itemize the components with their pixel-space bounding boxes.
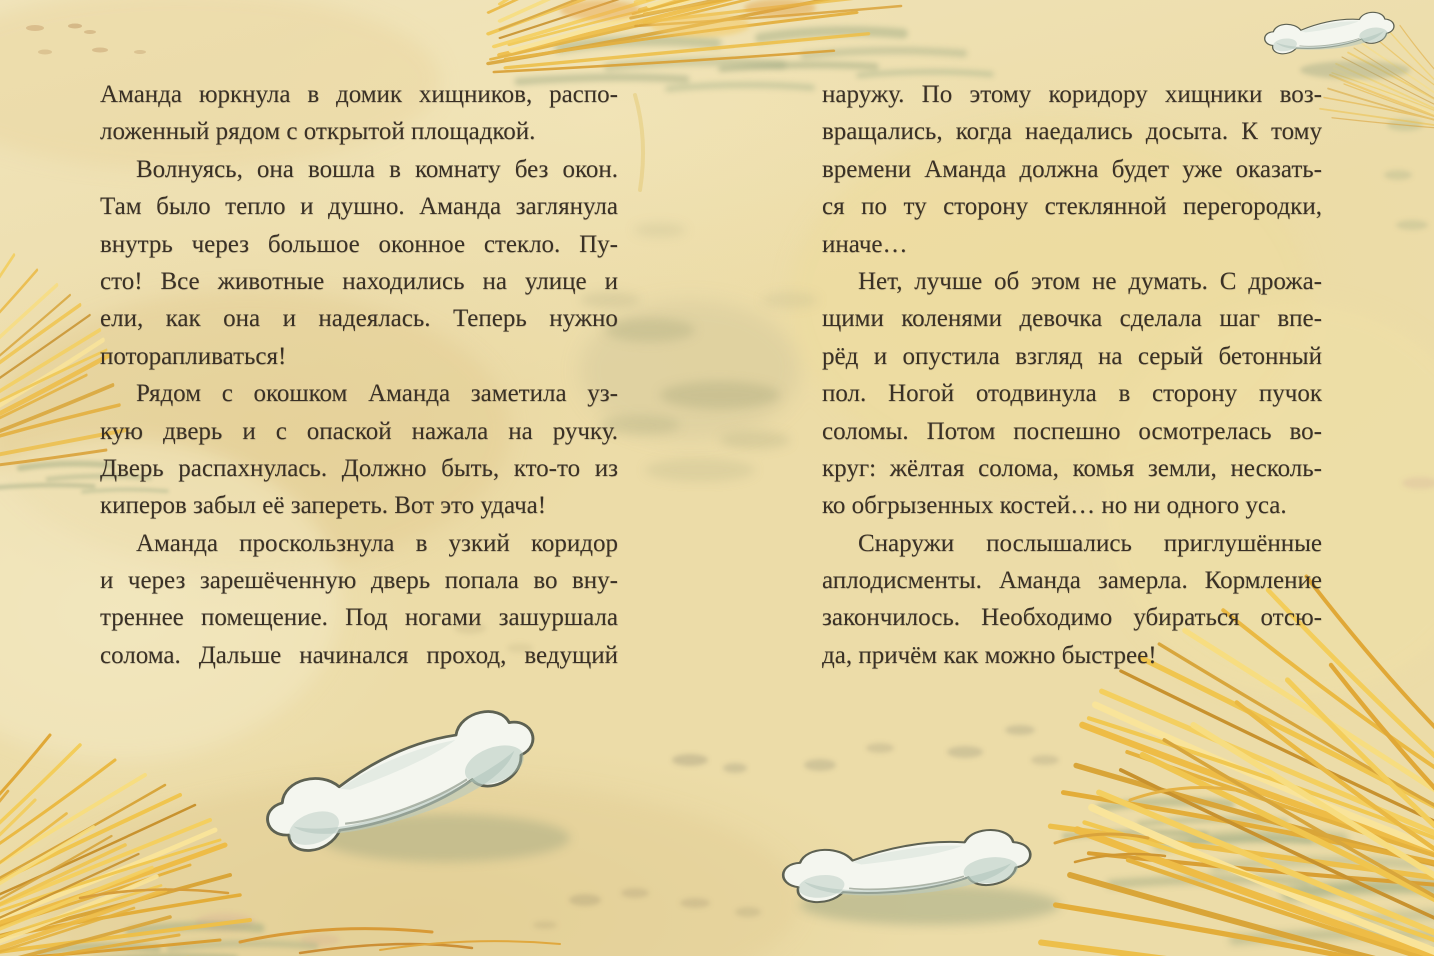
text-line: да, причём как можно быстрее!	[822, 641, 1157, 669]
text-line: рёд и опустила взгляд на серый бетонный	[822, 342, 1322, 370]
text-line: Аманда проскользнула в узкий коридор	[136, 529, 618, 557]
text-line: круг: жёлтая солома, комья земли, несколь-	[822, 454, 1322, 482]
bone-bottom-center	[781, 826, 1060, 925]
right-page-text	[822, 76, 1322, 674]
text-line: ложенный рядом с открытой площадкой.	[100, 118, 536, 146]
text-line: киперов забыл её запереть. Вот это удача!	[100, 492, 547, 520]
text-line: времени Аманда должна будет уже оказать-	[822, 155, 1322, 183]
text-line: поторапливаться!	[100, 342, 287, 370]
text-line: и через зарешёченную дверь попала во вну-	[100, 567, 618, 595]
text-line: Аманда юркнула в домик хищников, распо-	[100, 81, 618, 108]
text-line: Дверь распахнулась. Должно быть, кто-то из	[100, 454, 618, 482]
text-line: наружу. По этому коридору хищники воз-	[822, 81, 1322, 108]
text-line: Снаружи послышались приглушённые	[858, 529, 1322, 557]
left-page-text	[100, 76, 618, 674]
text-line: закончилось. Необходимо убираться отсю-	[822, 604, 1322, 632]
text-line: кую дверь и с опаской нажала на ручку.	[100, 417, 618, 445]
text-line: солома. Дальше начинался проход, ведущий	[100, 641, 618, 669]
text-line: Там было тепло и душно. Аманда заглянула	[100, 193, 618, 221]
text-line: щими коленями девочка сделала шаг впе-	[822, 305, 1322, 333]
text-line: аплодисменты. Аманда замерла. Кормление	[822, 567, 1322, 595]
text-line: Нет, лучше об этом не думать. С дрожа-	[858, 267, 1322, 295]
text-line: внутрь через большое оконное стекло. Пу-	[100, 230, 618, 258]
text-line: соломы. Потом поспешно осмотрелась во-	[822, 417, 1322, 445]
text-line: ся по ту сторону стеклянной перегородки,	[822, 193, 1322, 221]
bone-left-page	[257, 698, 570, 864]
text-line: Рядом с окошком Аманда заметила уз-	[136, 380, 618, 408]
text-line: иначе…	[822, 230, 908, 258]
bone-top-right	[1263, 10, 1410, 79]
text-line: вращались, когда наедались досыта. К тому	[822, 118, 1322, 146]
text-line: Волнуясь, она вошла в комнату без окон.	[136, 155, 618, 183]
text-line: пол. Ногой отодвинула в сторону пучок	[822, 380, 1322, 408]
text-line: ели, как она и надеялась. Теперь нужно	[100, 305, 618, 333]
text-line: ко обгрызенных костей… но ни одного уса.	[822, 492, 1287, 520]
text-line: сто! Все животные находились на улице и	[100, 267, 618, 295]
text-line: треннее помещение. Под ногами зашуршала	[100, 604, 618, 632]
